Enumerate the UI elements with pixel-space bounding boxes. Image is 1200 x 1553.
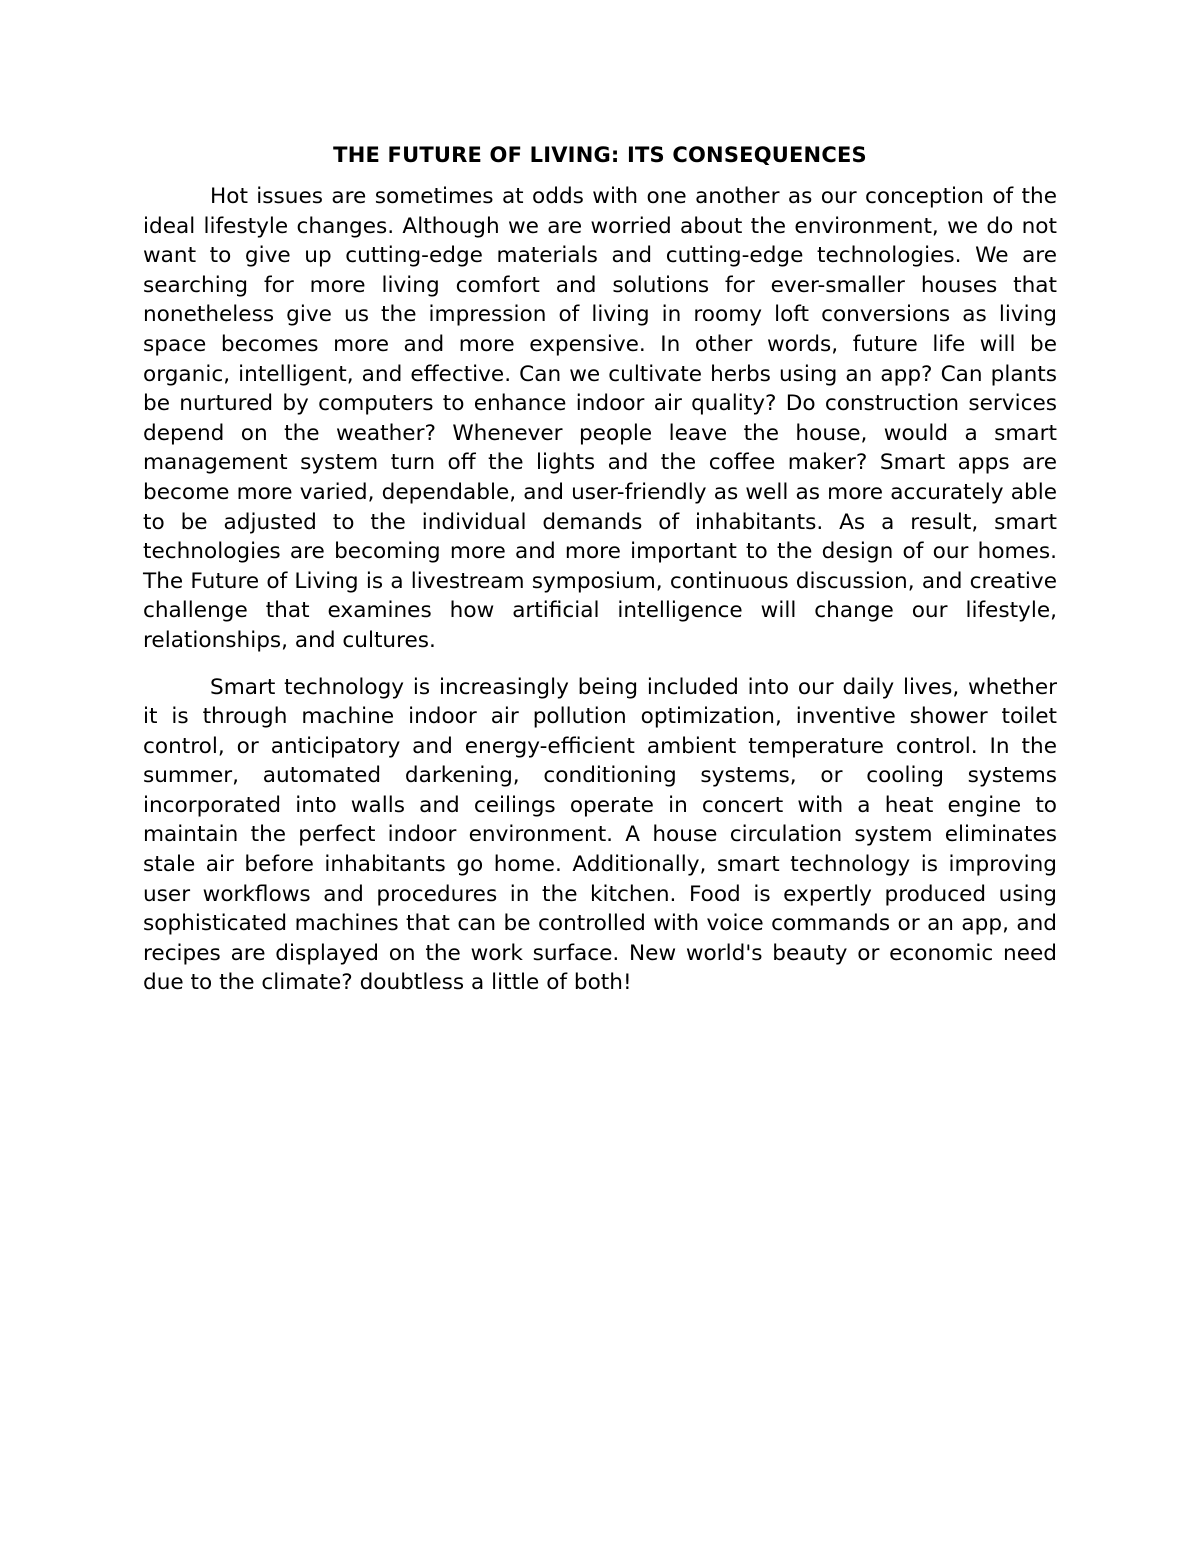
document-body bbox=[143, 140, 1057, 998]
document-title: THE FUTURE OF LIVING: ITS CONSEQUENCES bbox=[333, 143, 867, 167]
paragraph-1: Hot issues are sometimes at odds with one another as our conception of the ideal lifestyle changes. Although we are worried about the environment, we do not want to give up cutting-edge materials and cutting-edge technologies. We are searching for more living comfort and solutions for ever-smaller houses that nonetheless give us the impression of living in roomy loft conversions as living space becomes more and more expensive. In other words, future life will be organic, intelligent, and effective. Can we cultivate herbs using an app? Can plants be nurtured by computers to enhance indoor air quality? Do construction services depend on the weather? Whenever people leave the house, would a smart management system turn off the lights and the coffee maker? Smart apps are become more varied, dependable, and user-friendly as well as more accurately able to be adjusted to the individual demands of inhabitants. As a result, smart technologies are becoming more and more important to the design of our homes. The Future of Living is a livestream symposium, continuous discussion, and creative challenge that examines how artificial intelligence will change our lifestyle, relationships, and cultures. bbox=[143, 184, 1057, 653]
paragraph-2: Smart technology is increasingly being included into our daily lives, whether it is through machine indoor air pollution optimization, inventive shower toilet control, or anticipatory and energy-efficient ambient temperature control. In the summer, automated darkening, conditioning systems, or cooling systems incorporated into walls and ceilings operate in concert with a heat engine to maintain the perfect indoor environment. A house circulation system eliminates stale air before inhabitants go home. Additionally, smart technology is improving user workflows and procedures in the kitchen. Food is expertly produced using sophisticated machines that can be controlled with voice commands or an app, and recipes are displayed on the work surface. New world's beauty or economic need due to the climate? doubtless a little of both! bbox=[143, 674, 1057, 996]
